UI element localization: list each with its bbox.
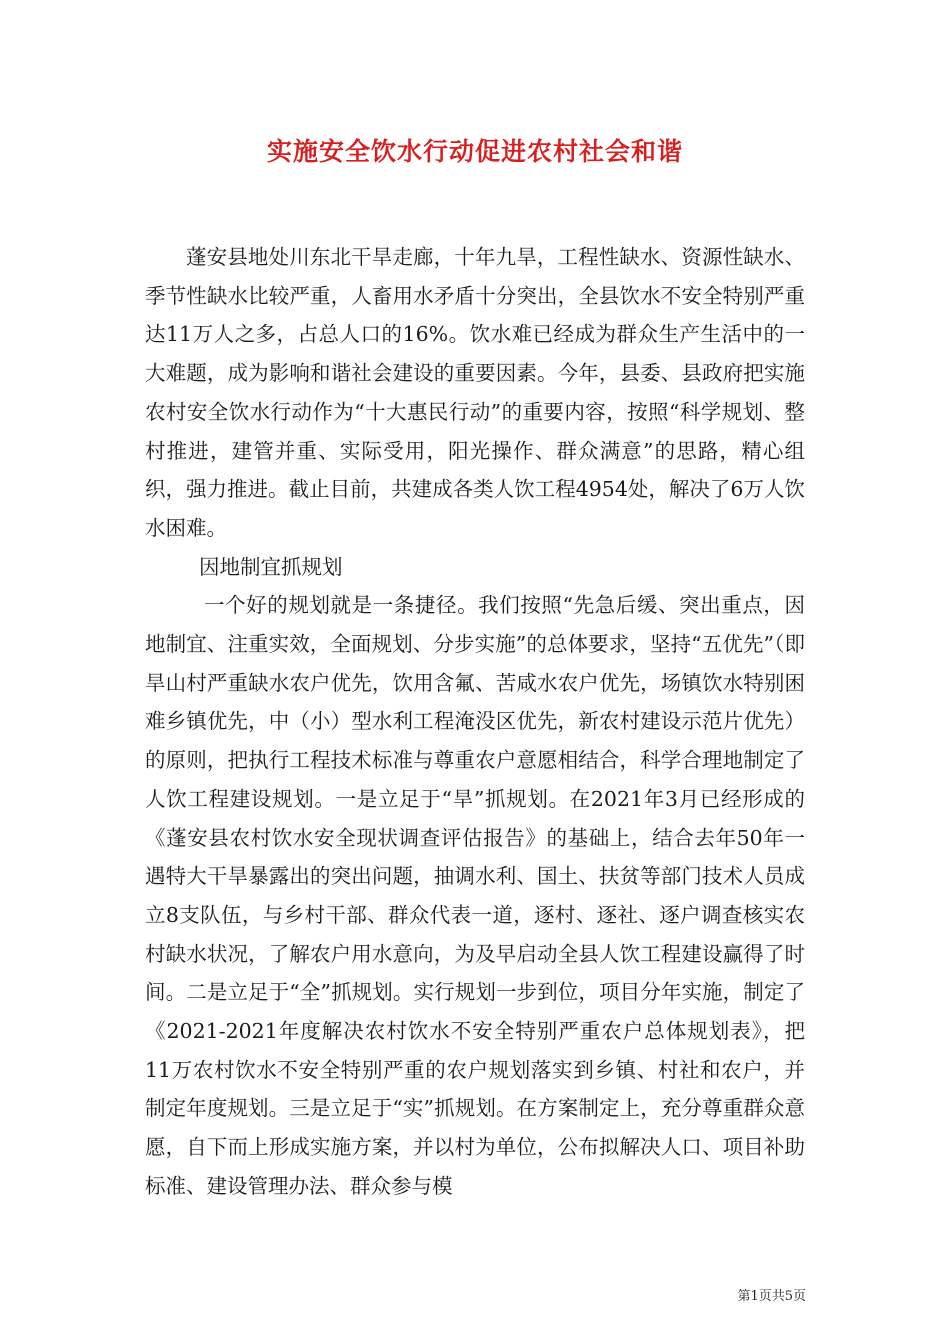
document-title: 实施安全饮水行动促进农村社会和谐 bbox=[266, 137, 683, 166]
intro-paragraph: 蓬安县地处川东北干旱走廊，十年九旱，工程性缺水、资源性缺水、季节性缺水比较严重，人畜用水矛盾十分突出，全县饮水不安全特别严重达11万人之多，占总人口的16%。饮水难已经成为群众生产生活中的一大难题，成为影响和谐社会建设的重要因素。今年，县委、县政府把实施农村安全饮水行动作为“十大惠民行动”的重要内容，按照“科学规划、整村推进，建管并重、实际受用，阳光操作、群众满意”的思路，精心组织，强力推进。截止目前，共建成各类人饮工程4954处，解决了6万人饮水困难。 bbox=[145, 245, 805, 540]
document-body bbox=[145, 238, 805, 1206]
section-heading: 因地制宜抓规划 bbox=[199, 554, 343, 579]
page-number: 第1页共5页 bbox=[737, 1289, 806, 1304]
section-paragraph: 一个好的规划就是一条捷径。我们按照“先急后缓、突出重点，因地制宜、注重实效，全面规划、分步实施”的总体要求，坚持“五优先”（即旱山村严重缺水农户优先，饮用含氟、苦咸水农户优先，场镇饮水特别困难乡镇优先，中（小）型水利工程淹没区优先，新农村建设示范片优先）的原则，把执行工程技术标准与尊重农户意愿相结合，科学合理地制定了人饮工程建设规划。一是立足于“旱”抓规划。在2021年3月已经形成的《蓬安县农村饮水安全现状调查评估报告》的基础上，结合去年50年一遇特大干旱暴露出的突出问题，抽调水利、国土、扶贫等部门技术人员成立8支队伍，与乡村干部、群众代表一道，逐村、逐社、逐户调查核实农村缺水状况，了解农户用水意向，为及早启动全县人饮工程建设赢得了时间。二是立足于“全”抓规划。实行规划一步到位，项目分年实施，制定了《2021-2021年度解决农村饮水不安全特别严重农户总体规划表》，把11万农村饮水不安全特别严重的农户规划落实到乡镇、村社和农户，并制定年度规划。三是立足于“实”抓规划。在方案制定上，充分尊重群众意愿，自下而上形成实施方案，并以村为单位，公布拟解决人口、项目补助标准、建设管理办法、群众参与模 bbox=[145, 593, 805, 1198]
